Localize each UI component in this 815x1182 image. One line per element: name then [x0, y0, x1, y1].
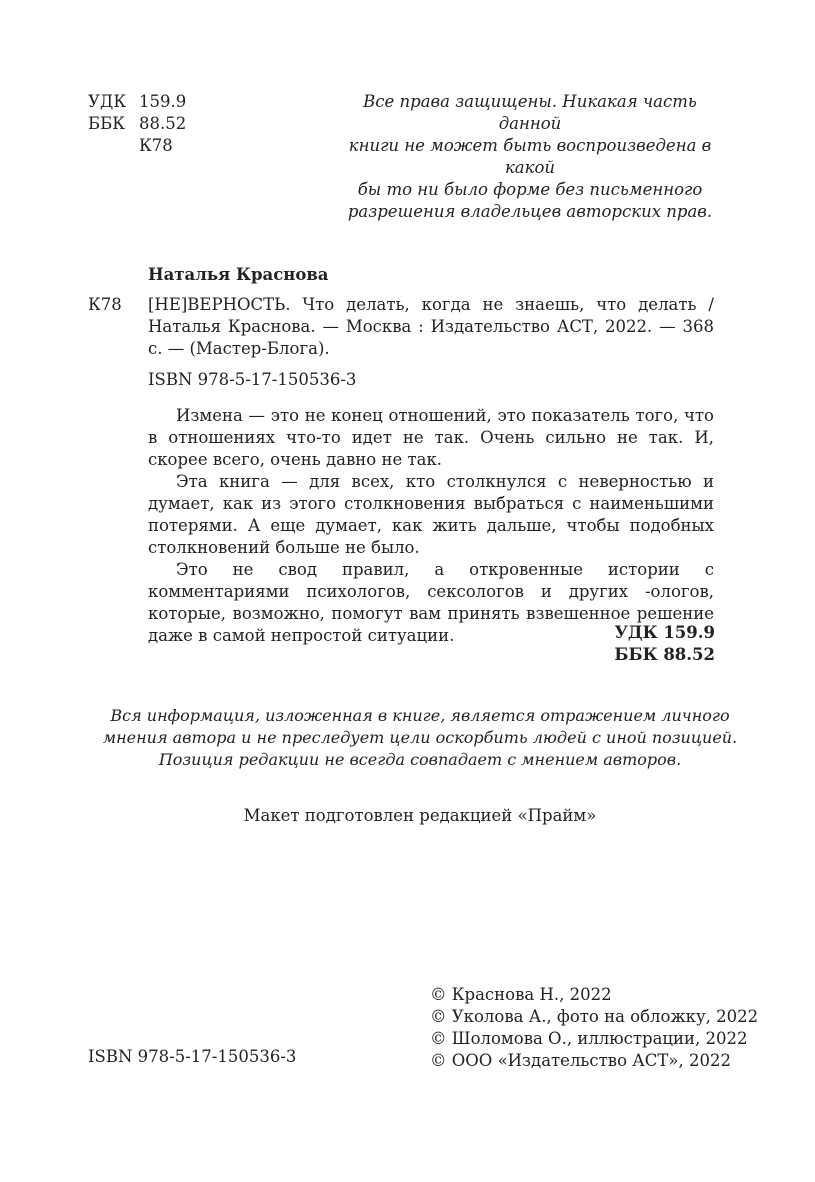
author-heading: Наталья Краснова — [148, 265, 329, 284]
layout-credit: Макет подготовлен редакцией «Прайм» — [243, 806, 597, 825]
disclaimer — [100, 705, 740, 771]
annotation — [148, 405, 714, 647]
code-value: К78 — [139, 136, 173, 155]
bibliographic-record: [НЕ]ВЕРНОСТЬ. Что делать, когда не знаешь, что делать / Наталья Краснова. — Москва : Издательство АСТ, 2022. — 368 с. — (Мастер-Блога). — [148, 295, 714, 358]
code-value: 88.52 — [139, 114, 187, 133]
disclaimer-line: Вся информация, изложенная в книге, является отражением личного — [110, 706, 730, 725]
annotation-paragraph: Измена — это не конец отношений, это показатель того, что в отношениях что-то идет не так. Очень сильно не так. И, скорее всего, очень давно не так. — [148, 406, 714, 469]
author-mark: К78 — [88, 295, 122, 314]
copyright-line: © ООО «Издательство АСТ», 2022 — [430, 1051, 731, 1070]
disclaimer-line: Позиция редакции не всегда совпадает с мнением авторов. — [158, 750, 682, 769]
disclaimer-line: мнения автора и не преследует цели оскорбить людей с иной позицией. — [102, 728, 738, 747]
rights-line: разрешения владельцев авторских прав. — [347, 202, 713, 221]
isbn-footer: ISBN 978-5-17-150536-3 — [88, 1047, 297, 1066]
code-label: УДК — [88, 92, 127, 111]
annotation-paragraph: Эта книга — для всех, кто столкнулся с неверностью и думает, как из этого столкновения выбраться с наименьшими потерями. А еще думает, как жить дальше, чтобы подобных столкновений больше не было. — [148, 472, 714, 557]
copyright-line: © Уколова А., фото на обложку, 2022 — [430, 1007, 759, 1026]
index-codes — [560, 622, 715, 666]
code-label: ББК — [88, 114, 126, 133]
udk-index: УДК 159.9 — [614, 623, 715, 642]
copyright-line: © Краснова Н., 2022 — [430, 985, 612, 1004]
bbk-index: ББК 88.52 — [614, 645, 715, 664]
rights-line: книги не может быть воспроизведена в какой — [348, 136, 712, 177]
isbn-record: ISBN 978-5-17-150536-3 — [148, 370, 357, 389]
annotation-paragraph: Это не свод правил, а откровенные истории с комментариями психологов, сексологов и других -ологов, которые, возможно, помогут вам принять взвешенное решение даже в самой непростой ситуации. — [148, 560, 714, 645]
copyright-line: © Шоломова О., иллюстрации, 2022 — [430, 1029, 748, 1048]
rights-line: Все права защищены. Никакая часть данной — [363, 92, 697, 133]
copyright-block — [430, 984, 758, 1072]
code-value: 159.9 — [139, 92, 187, 111]
rights-line: бы то ни было форме без письменного — [357, 180, 703, 199]
rights-notice — [330, 91, 730, 223]
